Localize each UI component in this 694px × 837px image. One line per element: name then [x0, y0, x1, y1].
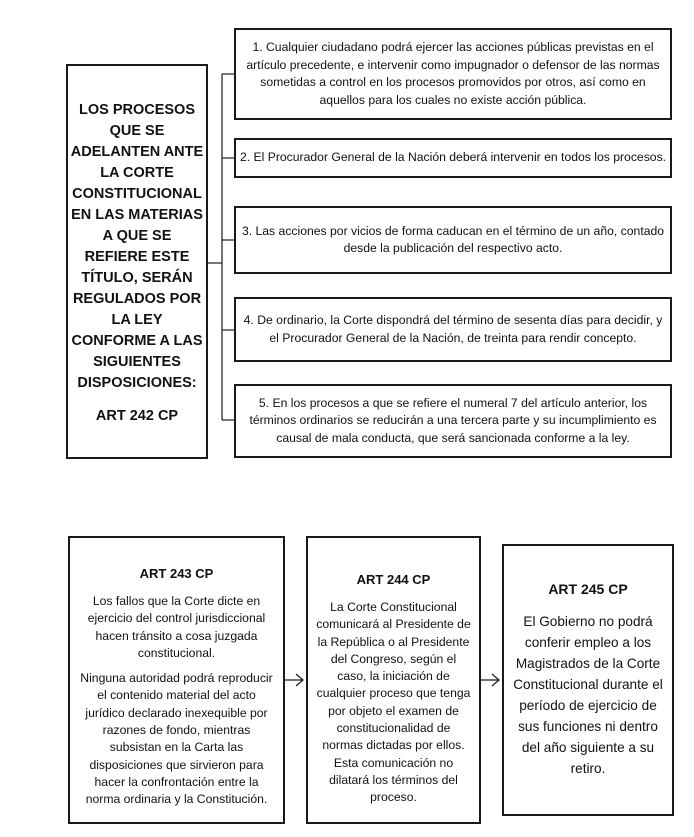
- item-text-3: 3. Las acciones por vicios de forma caducan en el término de un año, contado desde la publicación del respectivo acto.: [241, 223, 665, 255]
- main-box-art-242: [66, 64, 208, 459]
- art-243-paragraph-1: Los fallos que la Corte dicte en ejercicio del control jurisdiccional hacen tránsito a cosa juzgada constitucional.: [87, 594, 266, 660]
- art-244-box: [306, 536, 481, 824]
- item-box-3: [234, 206, 672, 274]
- item-text-4: 4. De ordinario, la Corte dispondrá del término de sesenta días para decidir, y el Procurador General de la Nación, de treinta para rendir concepto.: [243, 313, 663, 345]
- item-box-5: [234, 384, 672, 458]
- item-text-2: 2. El Procurador General de la Nación deberá intervenir en todos los procesos.: [239, 150, 667, 165]
- art-243-title: ART 243 CP: [139, 566, 214, 581]
- art-244-text: La Corte Constitucional comunicará al Presidente de la República o al Presidente del Congreso, según el caso, la iniciación de cualquier proceso que tenga por objeto el examen de constitucionalidad de normas dictadas por ellos. Esta comunicación no dilatará los términos del proceso.: [316, 600, 471, 805]
- item-text-1: 1. Cualquier ciudadano podrá ejercer las acciones públicas previstas en el artículo precedente, e intervenir como impugnador o defensor de las normas sometidas a control en los procesos promovidos por otros, así como en aquellos para los cuales no existe acción pública.: [246, 40, 660, 107]
- item-box-1: [234, 28, 672, 120]
- art-245-title: ART 245 CP: [548, 581, 628, 597]
- art-243-paragraph-2: Ninguna autoridad podrá reproducir el contenido material del acto jurídico declarado inexequible por razones de fondo, mientras subsistan en la Carta las disposiciones que sirvieron para hacer la confrontación entre la norma ordinaria y la Constitución.: [80, 671, 273, 807]
- art-244-title: ART 244 CP: [356, 572, 431, 587]
- art-243-box: [68, 536, 285, 824]
- art-245-text: El Gobierno no podrá conferir empleo a los Magistrados de la Corte Constitucional durante el período de ejercicio de sus funciones ni dentro del año siguiente a su retiro.: [513, 614, 663, 776]
- main-reference: ART 242 CP: [95, 407, 179, 424]
- item-text-5: 5. En los procesos a que se refiere el numeral 7 del artículo anterior, los términos ordinarios se reducirán a una tercera parte y su incumplimiento es causal de mala conducta, que será sancionada conforme a la ley.: [249, 395, 657, 445]
- item-box-2: [234, 138, 672, 178]
- main-title: LOS PROCESOS QUE SE ADELANTEN ANTE LA CORTE CONSTITUCIONAL EN LAS MATERIAS A QUE SE REFIERE ESTE TÍTULO, SERÁN REGULADOS POR LA LEY CONFORME A LAS SIGUIENTES DISPOSICIONES:: [70, 101, 204, 391]
- item-box-4: [234, 297, 672, 362]
- art-245-box: [502, 544, 674, 816]
